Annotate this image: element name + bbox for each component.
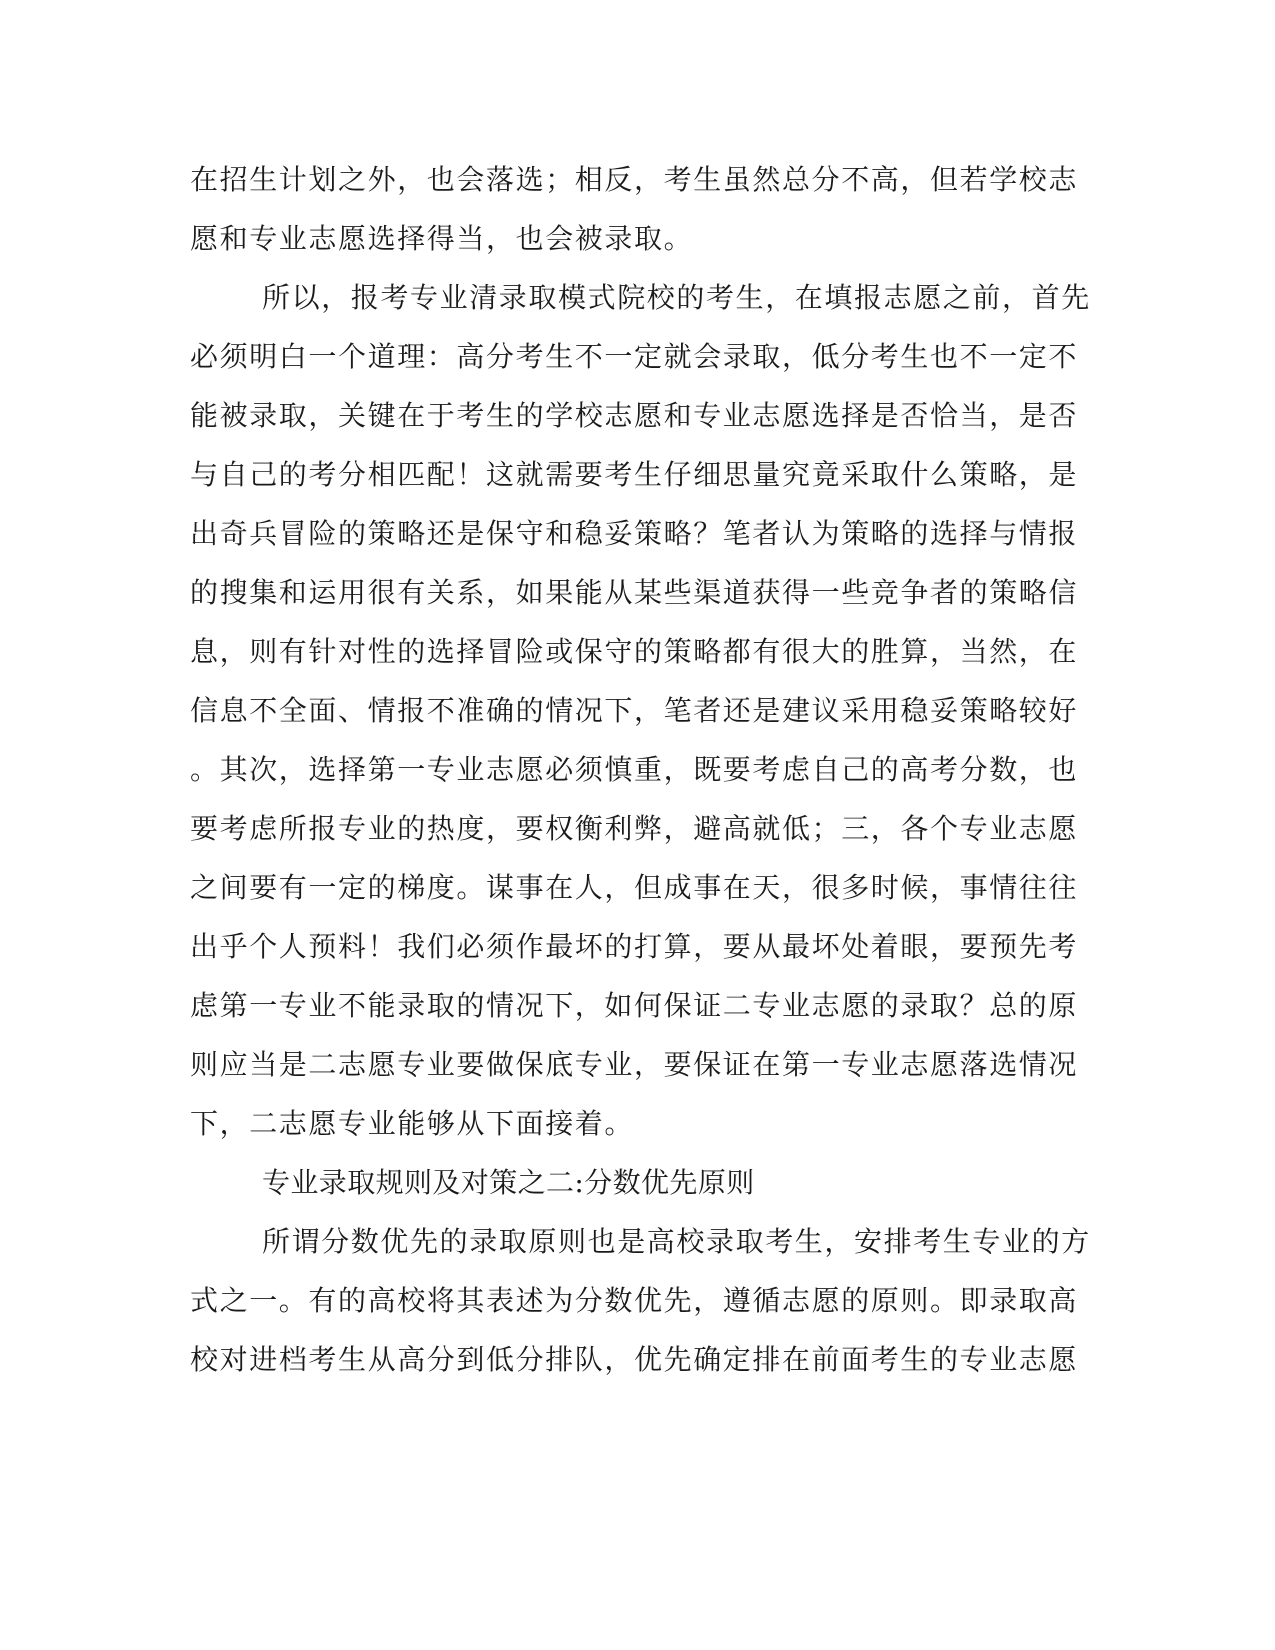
section-heading: 专业录取规则及对策之二:分数优先原则 xyxy=(262,1166,755,1199)
paragraph-line: 下，二志愿专业能够从下面接着。 xyxy=(190,1107,635,1140)
paragraph-line: 信息不全面、情报不准确的情况下，笔者还是建议采用稳妥策略较好 xyxy=(190,694,1079,727)
paragraph-line: 要考虑所报专业的热度，要权衡利弊，避高就低；三，各个专业志愿 xyxy=(190,812,1079,845)
paragraph-line: 虑第一专业不能录取的情况下，如何保证二专业志愿的录取？总的原 xyxy=(190,989,1079,1022)
paragraph-line: 所以，报考专业清录取模式院校的考生，在填报志愿之前，首先 xyxy=(262,281,1091,314)
paragraph-line: 与自己的考分相匹配！这就需要考生仔细思量究竟采取什么策略，是 xyxy=(190,458,1079,491)
paragraph-line: 息，则有针对性的选择冒险或保守的策略都有很大的胜算，当然，在 xyxy=(190,635,1079,668)
paragraph-line: 则应当是二志愿专业要做保底专业，要保证在第一专业志愿落选情况 xyxy=(190,1048,1079,1081)
paragraph-line: 愿和专业志愿选择得当，也会被录取。 xyxy=(190,222,694,255)
paragraph-line: 校对进档考生从高分到低分排队，优先确定排在前面考生的专业志愿 xyxy=(190,1343,1079,1376)
paragraph-line: 的搜集和运用很有关系，如果能从某些渠道获得一些竞争者的策略信 xyxy=(190,576,1079,609)
paragraph-line: 能被录取，关键在于考生的学校志愿和专业志愿选择是否恰当，是否 xyxy=(190,399,1079,432)
paragraph-line: 之间要有一定的梯度。谋事在人，但成事在天，很多时候，事情往往 xyxy=(190,871,1079,904)
paragraph-line: 在招生计划之外，也会落选；相反，考生虽然总分不高，但若学校志 xyxy=(190,163,1079,196)
paragraph-line: 必须明白一个道理：高分考生不一定就会录取，低分考生也不一定不 xyxy=(190,340,1079,373)
paragraph-line: 所谓分数优先的录取原则也是高校录取考生，安排考生专业的方 xyxy=(262,1225,1091,1258)
paragraph-line: 式之一。有的高校将其表述为分数优先，遵循志愿的原则。即录取高 xyxy=(190,1284,1079,1317)
paragraph-line: 。其次，选择第一专业志愿必须慎重，既要考虑自己的高考分数，也 xyxy=(190,753,1079,786)
paragraph-line: 出奇兵冒险的策略还是保守和稳妥策略？笔者认为策略的选择与情报 xyxy=(190,517,1079,550)
paragraph-line: 出乎个人预料！我们必须作最坏的打算，要从最坏处着眼，要预先考 xyxy=(190,930,1079,963)
